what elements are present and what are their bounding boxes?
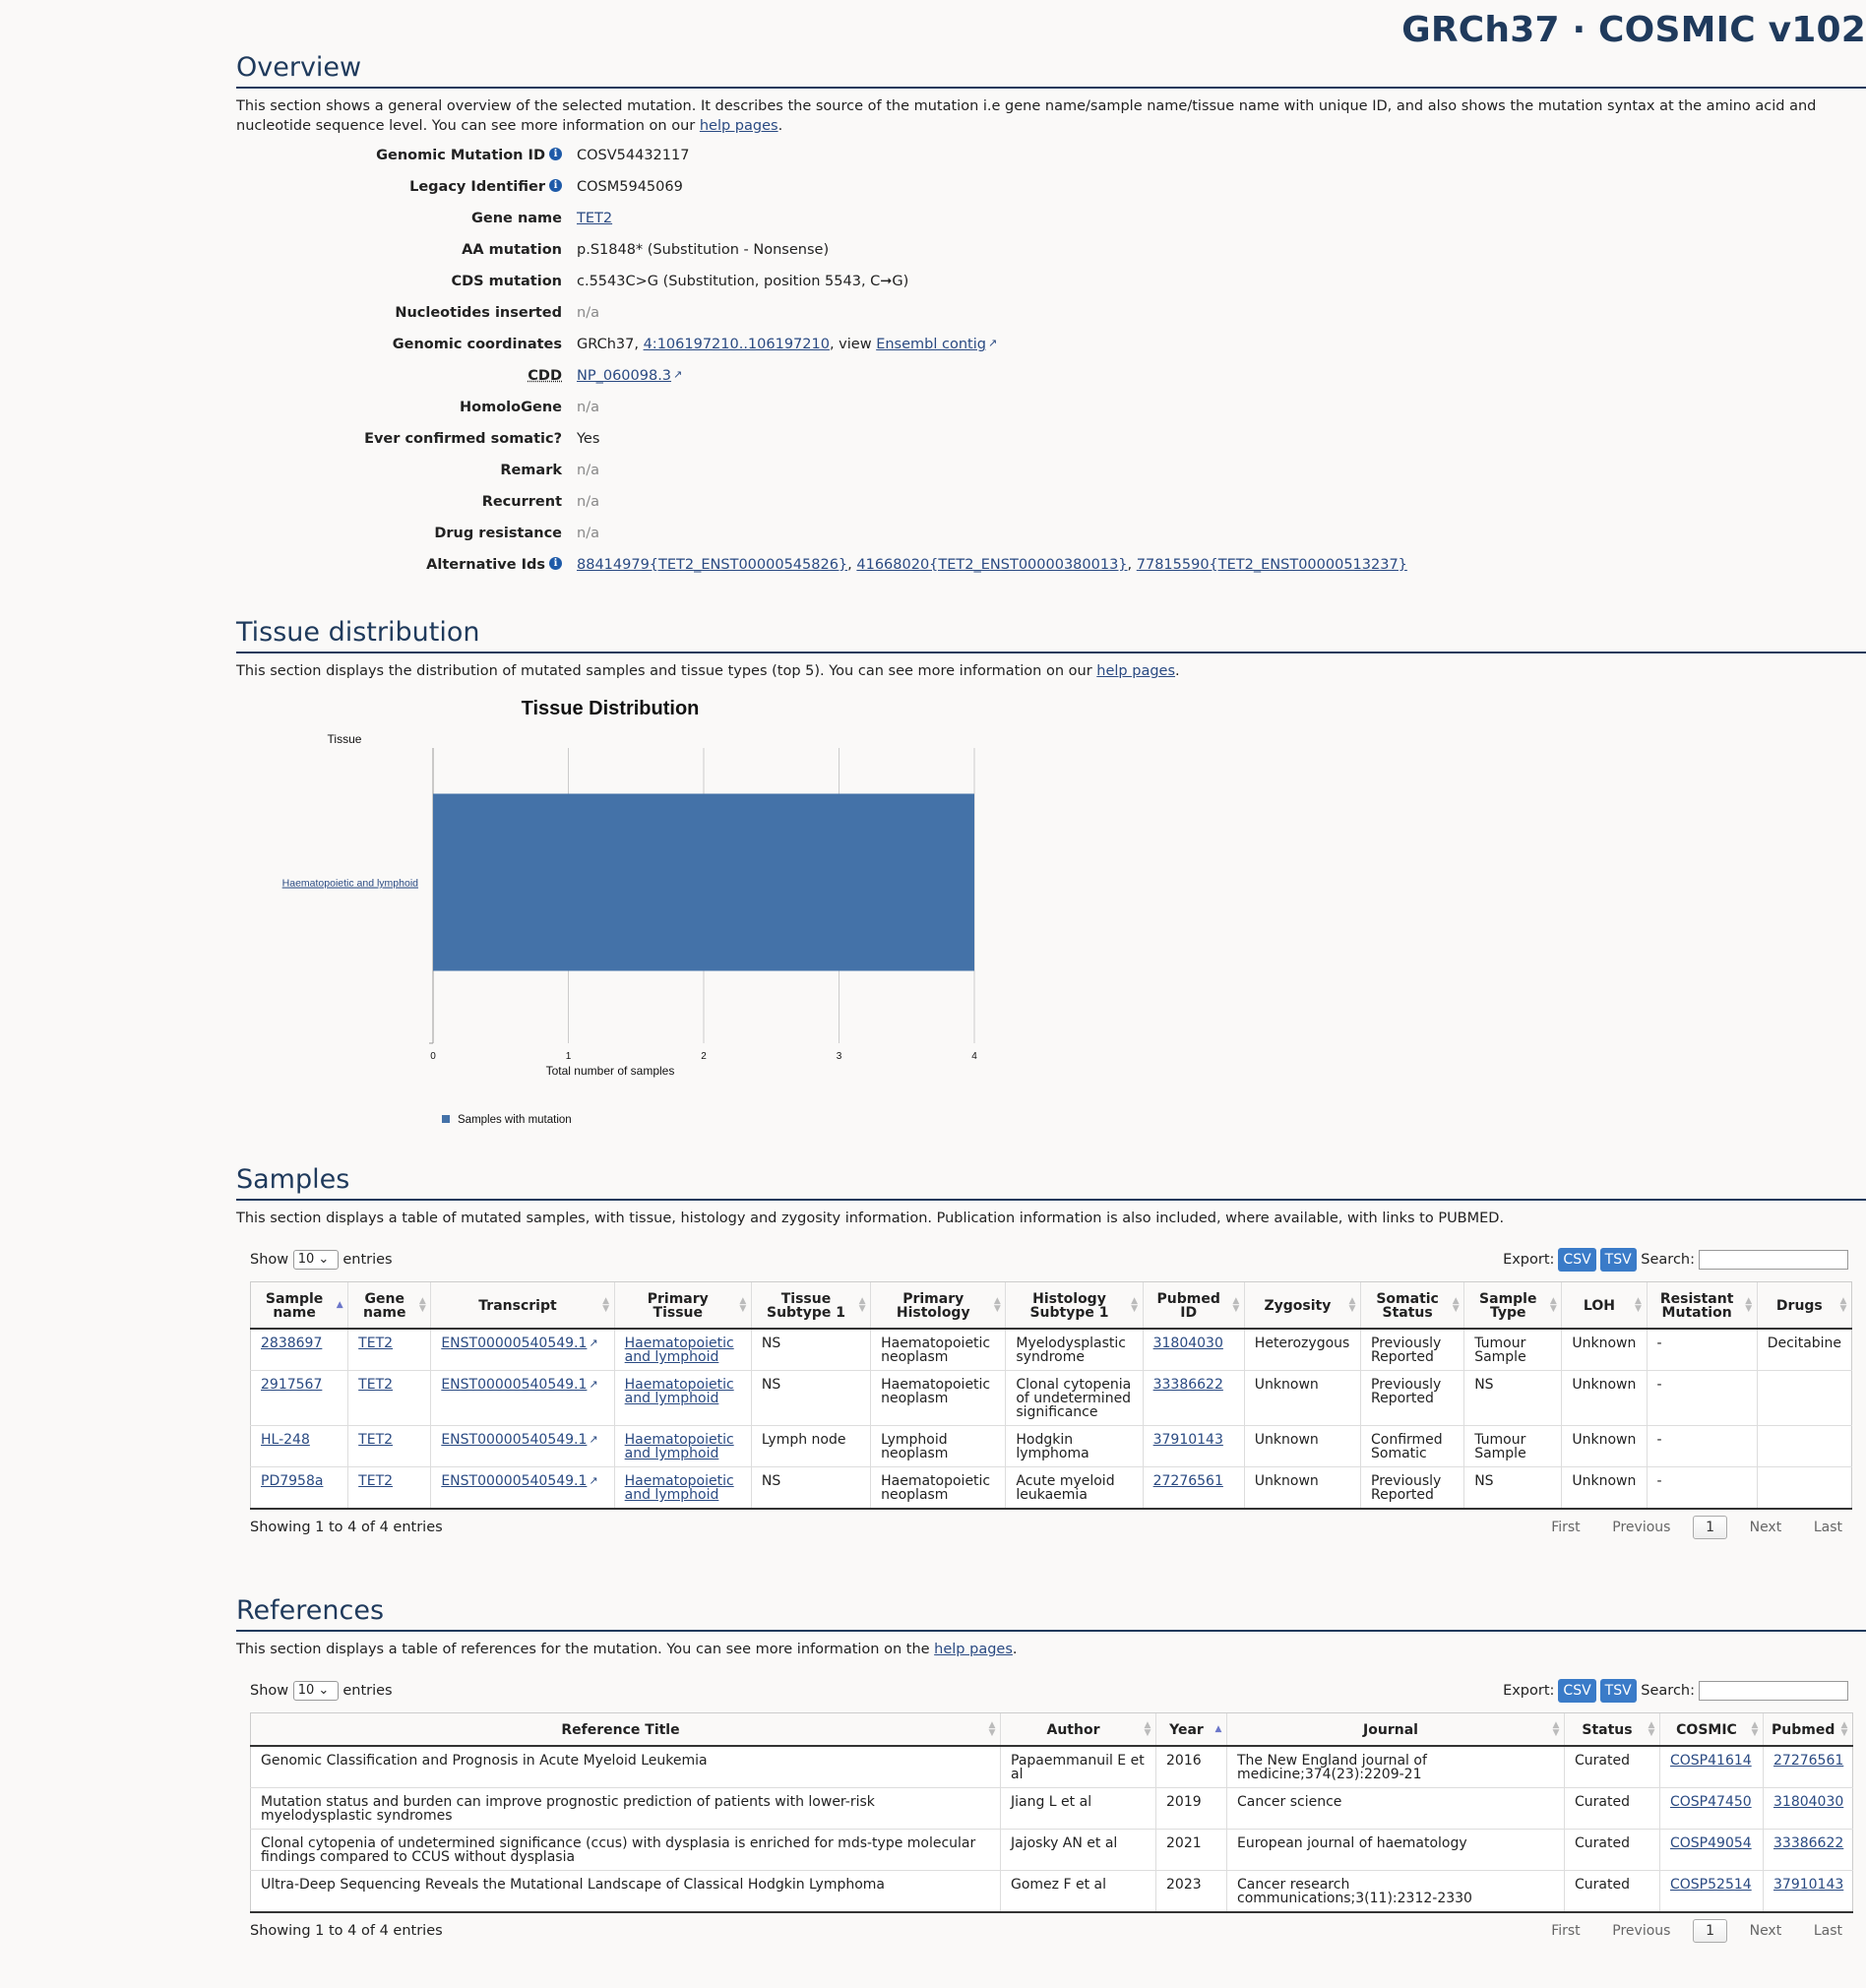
legacy-identifier-value: COSM5945069 — [577, 179, 683, 195]
pubmed-id-link[interactable]: 31804030 — [1152, 1336, 1223, 1351]
table-cell-zygosity: Unknown — [1244, 1426, 1360, 1467]
table-cell-primary-tissue — [614, 1467, 751, 1510]
page-1-button[interactable]: 1 — [1693, 1516, 1727, 1539]
help-pages-link[interactable]: help pages — [934, 1642, 1013, 1657]
table-cell-journal: Cancer science — [1227, 1788, 1565, 1830]
table-cell-cosmic — [1660, 1871, 1764, 1913]
recurrent-value: n/a — [577, 494, 599, 510]
column-header-loh[interactable]: LOH ▲ ▼ — [1562, 1282, 1647, 1330]
sort-ascending-icon: ▲ — [336, 1300, 343, 1310]
table-cell-reference-title: Clonal cytopenia of undetermined significance (ccus) with dysplasia is enriched for mds-type molecular findings compared to CCUS without dysplasia — [251, 1830, 1001, 1871]
table-cell-loh: Unknown — [1562, 1426, 1647, 1467]
next-page-button[interactable]: Next — [1749, 1520, 1782, 1535]
tissue-distribution-description: This section displays the distribution of mutated samples and tissue types (top 5). You can see more information on our help pages. — [236, 663, 1180, 679]
pubmed-id-link[interactable]: 33386622 — [1152, 1377, 1223, 1393]
last-page-button[interactable]: Last — [1813, 1923, 1842, 1939]
column-header-transcript[interactable]: Transcript ▲ ▼ — [431, 1282, 614, 1330]
primary-tissue-link[interactable]: Haematopoietic and lymphoid — [624, 1473, 734, 1503]
table-cell-transcript — [431, 1426, 614, 1467]
cosmic-link[interactable]: COSP49054 — [1670, 1835, 1752, 1851]
y-axis-label: Tissue — [327, 732, 362, 746]
table-cell-sample-type: Tumour Sample — [1464, 1329, 1562, 1371]
x-tick-label: 1 — [565, 1051, 572, 1062]
gene-name-link[interactable]: TET2 — [577, 211, 613, 226]
table-cell-zygosity: Unknown — [1244, 1467, 1360, 1510]
aa-mutation-value: p.S1848* (Substitution - Nonsense) — [577, 242, 830, 258]
table-cell-status: Curated — [1565, 1746, 1660, 1788]
sort-icon: ▲ ▼ — [993, 1296, 1001, 1314]
references-pagination — [1533, 1919, 1852, 1943]
table-cell-resistant-mutation: - — [1647, 1371, 1757, 1426]
table-cell-gene-name — [348, 1329, 431, 1371]
table-cell-journal: European journal of haematology — [1227, 1830, 1565, 1871]
legend-swatch — [442, 1115, 450, 1123]
transcript-link[interactable]: ENST00000540549.1 — [441, 1336, 588, 1351]
overview-heading: Overview — [236, 51, 1866, 89]
table-cell-journal: The New England journal of medicine;374(23):2209-21 — [1227, 1746, 1565, 1788]
sort-icon: ▲ ▼ — [1348, 1296, 1356, 1314]
x-tick-label: 3 — [836, 1051, 842, 1062]
drug-resistance-value: n/a — [577, 526, 599, 541]
gene-name-link[interactable]: TET2 — [358, 1377, 394, 1393]
table-cell-drugs: Decitabine — [1757, 1329, 1851, 1371]
table-cell-pubmed — [1764, 1788, 1853, 1830]
sort-icon: ▲ ▼ — [418, 1296, 426, 1314]
sort-icon: ▲ ▼ — [988, 1720, 996, 1738]
table-cell-tissue-subtype-1: Lymph node — [751, 1426, 870, 1467]
help-pages-link[interactable]: help pages — [1096, 663, 1176, 679]
x-axis-label: Total number of samples — [545, 1064, 675, 1078]
gene-name-link[interactable]: TET2 — [358, 1336, 394, 1351]
entries-select[interactable]: 10 ⌄ — [293, 1681, 339, 1701]
export-csv-button[interactable]: CSV — [1558, 1248, 1595, 1272]
tissue-distribution-section — [236, 616, 1866, 681]
table-cell-author: Jajosky AN et al — [1001, 1830, 1156, 1871]
chart-title: Tissue Distribution — [521, 698, 700, 719]
column-header-primary-tissue[interactable]: Primary Tissue ▲ ▼ — [614, 1282, 751, 1330]
column-header-sample-name[interactable]: Sample name ▲ — [251, 1282, 348, 1330]
table-cell-primary-histology: Lymphoid neoplasm — [871, 1426, 1006, 1467]
table-cell-tissue-subtype-1: NS — [751, 1371, 870, 1426]
table-cell-histology-subtype-1: Hodgkin lymphoma — [1006, 1426, 1143, 1467]
first-page-button[interactable]: First — [1551, 1520, 1581, 1535]
alternative-id-link[interactable]: 41668020{TET2_ENST00000380013} — [856, 557, 1128, 573]
ensembl-contig-link[interactable]: Ensembl contig — [876, 337, 986, 352]
cosmic-link[interactable]: COSP52514 — [1670, 1877, 1752, 1893]
samples-description: This section displays a table of mutated samples, with tissue, histology and zygosity information. Publication information is also included, where available, with links to PUBMED. — [236, 1211, 1505, 1226]
samples-search-input[interactable] — [1699, 1250, 1848, 1270]
table-cell-cosmic — [1660, 1788, 1764, 1830]
table-cell-sample-name — [251, 1329, 348, 1371]
sample-name-link[interactable]: PD7958a — [261, 1473, 324, 1489]
gene-name-link[interactable]: TET2 — [358, 1432, 394, 1448]
remark-row: Remark n/a — [500, 463, 599, 478]
table-cell-somatic-status: Previously Reported — [1361, 1329, 1464, 1371]
aa-mutation-row: AA mutation p.S1848* (Substitution - Nonsense) — [462, 242, 830, 258]
x-tick-label: 2 — [701, 1051, 707, 1062]
references-table — [250, 1712, 1853, 1913]
table-row — [251, 1788, 1853, 1830]
info-icon[interactable]: i — [549, 557, 562, 570]
ever-confirmed-somatic-value: Yes — [577, 431, 600, 447]
table-cell-drugs — [1757, 1426, 1851, 1467]
table-cell-zygosity: Unknown — [1244, 1371, 1360, 1426]
table-cell-gene-name — [348, 1426, 431, 1467]
table-cell-gene-name — [348, 1467, 431, 1510]
table-cell-sample-name — [251, 1371, 348, 1426]
sort-icon: ▲ ▼ — [1232, 1296, 1240, 1314]
table-cell-reference-title: Mutation status and burden can improve prognostic prediction of patients with lower-risk myelodysplastic syndromes — [251, 1788, 1001, 1830]
table-cell-transcript — [431, 1329, 614, 1371]
column-header-sample-type[interactable]: Sample Type ▲ ▼ — [1464, 1282, 1562, 1330]
pubmed-link[interactable]: 37910143 — [1773, 1877, 1844, 1893]
table-row — [251, 1329, 1852, 1371]
cosmic-link[interactable]: COSP47450 — [1670, 1794, 1752, 1810]
last-page-button[interactable]: Last — [1813, 1520, 1842, 1535]
table-cell-primary-tissue — [614, 1371, 751, 1426]
table-cell-pubmed — [1764, 1746, 1853, 1788]
pubmed-link[interactable]: 33386622 — [1773, 1835, 1844, 1851]
table-cell-status: Curated — [1565, 1830, 1660, 1871]
samples-pagination — [1533, 1516, 1852, 1539]
table-cell-primary-histology: Haematopoietic neoplasm — [871, 1371, 1006, 1426]
sort-icon: ▲ ▼ — [1552, 1720, 1560, 1738]
sort-icon: ▲ ▼ — [1745, 1296, 1753, 1314]
transcript-link[interactable]: ENST00000540549.1 — [441, 1432, 588, 1448]
external-link-icon: ↗ — [987, 337, 998, 349]
table-cell-reference-title: Genomic Classification and Prognosis in Acute Myeloid Leukemia — [251, 1746, 1001, 1788]
column-header-reference-title[interactable]: Reference Title ▲ ▼ — [251, 1713, 1001, 1747]
bar-haematopoietic-and-lymphoid — [433, 794, 974, 971]
table-cell-histology-subtype-1: Myelodysplastic syndrome — [1006, 1329, 1143, 1371]
export-tsv-button[interactable]: TSV — [1600, 1248, 1637, 1272]
genomic-mutation-id-value: COSV54432117 — [577, 148, 690, 163]
info-icon[interactable]: i — [549, 148, 562, 160]
primary-tissue-link[interactable]: Haematopoietic and lymphoid — [624, 1432, 734, 1461]
previous-page-button[interactable]: Previous — [1612, 1520, 1671, 1535]
column-header-zygosity[interactable]: Zygosity ▲ ▼ — [1244, 1282, 1360, 1330]
table-cell-pubmed — [1764, 1871, 1853, 1913]
alternative-ids-row: Alternative Ids i 88414979{TET2_ENST00000545826}, 41668020{TET2_ENST00000380013}, 77815590{TET2_ENST00000513237} — [426, 557, 1407, 573]
external-link-icon: ↗ — [589, 1433, 598, 1446]
table-cell-loh: Unknown — [1562, 1371, 1647, 1426]
sort-icon: ▲ ▼ — [1751, 1720, 1759, 1738]
table-cell-loh: Unknown — [1562, 1467, 1647, 1510]
column-header-primary-histology[interactable]: Primary Histology ▲ ▼ — [871, 1282, 1006, 1330]
first-page-button[interactable]: First — [1551, 1923, 1581, 1939]
table-cell-year: 2021 — [1156, 1830, 1227, 1871]
sort-icon: ▲ ▼ — [1131, 1296, 1139, 1314]
references-table-controls: Show 10 ⌄ entries Export: CSV TSV Search: — [236, 1673, 1866, 1712]
references-table-info: Showing 1 to 4 of 4 entries — [250, 1923, 443, 1939]
table-row — [251, 1426, 1852, 1467]
table-row — [251, 1371, 1852, 1426]
sort-icon: ▲ ▼ — [1840, 1720, 1848, 1738]
samples-table-footer — [236, 1510, 1866, 1549]
sample-name-link[interactable]: HL-248 — [261, 1432, 310, 1448]
table-cell-resistant-mutation: - — [1647, 1329, 1757, 1371]
sample-name-link[interactable]: 2917567 — [261, 1377, 323, 1393]
table-cell-cosmic — [1660, 1746, 1764, 1788]
sort-icon: ▲ ▼ — [1144, 1720, 1151, 1738]
table-cell-year: 2019 — [1156, 1788, 1227, 1830]
next-page-button[interactable]: Next — [1749, 1923, 1782, 1939]
table-cell-primary-histology: Haematopoietic neoplasm — [871, 1467, 1006, 1510]
tissue-distribution-heading: Tissue distribution — [236, 616, 1866, 653]
table-cell-author: Papaemmanuil E et al — [1001, 1746, 1156, 1788]
sort-icon: ▲ ▼ — [739, 1296, 747, 1314]
table-cell-reference-title: Ultra-Deep Sequencing Reveals the Mutational Landscape of Classical Hodgkin Lymphoma — [251, 1871, 1001, 1913]
column-header-gene-name[interactable]: Gene name ▲ ▼ — [348, 1282, 431, 1330]
cdd-link[interactable]: NP_060098.3 — [577, 368, 672, 384]
entries-select[interactable]: 10 ⌄ — [293, 1250, 339, 1270]
table-cell-cosmic — [1660, 1830, 1764, 1871]
table-cell-pubmed-id — [1143, 1426, 1244, 1467]
column-header-resistant-mutation[interactable]: Resistant Mutation ▲ ▼ — [1647, 1282, 1757, 1330]
export-tsv-button[interactable]: TSV — [1600, 1679, 1637, 1703]
table-cell-drugs — [1757, 1467, 1851, 1510]
nucleotides-inserted-row: Nucleotides inserted n/a — [395, 305, 599, 321]
sort-icon: ▲ ▼ — [1839, 1296, 1847, 1314]
sort-icon: ▲ ▼ — [1648, 1720, 1655, 1738]
table-cell-status: Curated — [1565, 1788, 1660, 1830]
sort-icon: ▲ ▼ — [858, 1296, 866, 1314]
table-cell-status: Curated — [1565, 1871, 1660, 1913]
table-cell-sample-name — [251, 1426, 348, 1467]
gene-name-link[interactable]: TET2 — [358, 1473, 394, 1489]
column-header-drugs[interactable]: Drugs ▲ ▼ — [1757, 1282, 1851, 1330]
column-header-pubmed[interactable]: Pubmed ▲ ▼ — [1764, 1713, 1853, 1747]
genomic-coordinates-row: Genomic coordinates GRCh37, 4:106197210..106197210, view Ensembl contig ↗ — [392, 337, 998, 352]
table-cell-drugs — [1757, 1371, 1851, 1426]
sort-icon: ▲ ▼ — [1549, 1296, 1557, 1314]
column-header-author[interactable]: Author ▲ ▼ — [1001, 1713, 1156, 1747]
sample-name-link[interactable]: 2838697 — [261, 1336, 323, 1351]
info-icon[interactable]: i — [549, 179, 562, 192]
column-header-somatic-status[interactable]: Somatic Status ▲ ▼ — [1361, 1282, 1464, 1330]
table-cell-author: Gomez F et al — [1001, 1871, 1156, 1913]
primary-tissue-link[interactable]: Haematopoietic and lymphoid — [624, 1377, 734, 1406]
table-row — [251, 1830, 1853, 1871]
table-cell-primary-tissue — [614, 1426, 751, 1467]
samples-heading: Samples — [236, 1163, 1866, 1201]
table-cell-year: 2023 — [1156, 1871, 1227, 1913]
column-header-status[interactable]: Status ▲ ▼ — [1565, 1713, 1660, 1747]
column-header-year[interactable]: Year ▲ — [1156, 1713, 1227, 1747]
y-tick-label-link[interactable]: Haematopoietic and lymphoid — [281, 877, 418, 890]
cds-mutation-row: CDS mutation c.5543C>G (Substitution, position 5543, C➞G) — [451, 274, 909, 289]
references-description: This section displays a table of references for the mutation. You can see more information on the help pages. — [236, 1642, 1018, 1657]
external-link-icon: ↗ — [673, 368, 683, 381]
alternative-id-link[interactable]: 88414979{TET2_ENST00000545826} — [577, 557, 848, 573]
table-row — [251, 1746, 1853, 1788]
sort-icon: ▲ ▼ — [1635, 1296, 1642, 1314]
column-header-pubmed-id[interactable]: Pubmed ID ▲ ▼ — [1143, 1282, 1244, 1330]
legend-label: Samples with mutation — [458, 1114, 572, 1126]
table-cell-loh: Unknown — [1562, 1329, 1647, 1371]
table-cell-primary-histology: Haematopoietic neoplasm — [871, 1329, 1006, 1371]
remark-value: n/a — [577, 463, 599, 478]
external-link-icon: ↗ — [589, 1378, 598, 1391]
table-cell-histology-subtype-1: Acute myeloid leukaemia — [1006, 1467, 1143, 1510]
table-cell-pubmed — [1764, 1830, 1853, 1871]
table-cell-somatic-status: Previously Reported — [1361, 1467, 1464, 1510]
references-search-input[interactable] — [1699, 1681, 1848, 1701]
table-cell-zygosity: Heterozygous — [1244, 1329, 1360, 1371]
table-cell-tissue-subtype-1: NS — [751, 1467, 870, 1510]
references-table-footer — [236, 1913, 1866, 1953]
x-tick-label: 0 — [430, 1051, 436, 1062]
samples-table — [250, 1281, 1852, 1510]
overview-section — [236, 51, 1866, 583]
table-cell-transcript — [431, 1371, 614, 1426]
genomic-mutation-id-row: Genomic Mutation ID i COSV54432117 — [376, 148, 690, 163]
chevron-down-icon: ⌄ — [318, 1252, 330, 1267]
recurrent-row: Recurrent n/a — [481, 494, 599, 510]
cds-mutation-value: c.5543C>G (Substitution, position 5543, C➞G) — [577, 274, 909, 289]
table-cell-histology-subtype-1: Clonal cytopenia of undetermined significance — [1006, 1371, 1143, 1426]
external-link-icon: ↗ — [589, 1474, 598, 1487]
cosmic-link[interactable]: COSP41614 — [1670, 1753, 1752, 1769]
column-header-tissue-subtype-1[interactable]: Tissue Subtype 1 ▲ ▼ — [751, 1282, 870, 1330]
export-csv-button[interactable]: CSV — [1558, 1679, 1595, 1703]
page-1-button[interactable]: 1 — [1693, 1919, 1727, 1943]
table-row — [251, 1871, 1853, 1913]
chevron-down-icon: ⌄ — [318, 1683, 330, 1698]
alternative-id-link[interactable]: 77815590{TET2_ENST00000513237} — [1136, 557, 1407, 573]
ever-confirmed-somatic-row: Ever confirmed somatic? Yes — [364, 431, 600, 447]
transcript-link[interactable]: ENST00000540549.1 — [441, 1377, 588, 1393]
drug-resistance-row: Drug resistance n/a — [434, 526, 599, 541]
samples-table-controls: Show 10 ⌄ entries Export: CSV TSV Search: — [236, 1242, 1866, 1281]
homologene-value: n/a — [577, 400, 599, 415]
references-section — [236, 1594, 1866, 1953]
transcript-link[interactable]: ENST00000540549.1 — [441, 1473, 588, 1489]
table-row — [251, 1467, 1852, 1510]
column-header-cosmic[interactable]: COSMIC ▲ ▼ — [1660, 1713, 1764, 1747]
homologene-row: HomoloGene n/a — [460, 400, 599, 415]
table-cell-sample-type: Tumour Sample — [1464, 1426, 1562, 1467]
legacy-identifier-row: Legacy Identifier i COSM5945069 — [409, 179, 683, 195]
table-cell-sample-type: NS — [1464, 1467, 1562, 1510]
table-cell-tissue-subtype-1: NS — [751, 1329, 870, 1371]
sort-ascending-icon: ▲ — [1214, 1724, 1222, 1734]
external-link-icon: ↗ — [589, 1336, 598, 1349]
help-pages-link[interactable]: help pages — [699, 118, 778, 134]
tissue-distribution-chart — [236, 679, 1024, 1142]
cdd-row: CDD NP_060098.3 ↗ — [528, 368, 683, 384]
gene-name-row: Gene name TET2 — [471, 211, 613, 226]
table-cell-year: 2016 — [1156, 1746, 1227, 1788]
version-title: GRCh37 · COSMIC v102 — [1401, 10, 1866, 50]
table-cell-pubmed-id — [1143, 1329, 1244, 1371]
table-cell-pubmed-id — [1143, 1371, 1244, 1426]
table-cell-author: Jiang L et al — [1001, 1788, 1156, 1830]
table-cell-resistant-mutation: - — [1647, 1467, 1757, 1510]
table-cell-resistant-mutation: - — [1647, 1426, 1757, 1467]
column-header-journal[interactable]: Journal ▲ ▼ — [1227, 1713, 1565, 1747]
coordinates-link[interactable]: 4:106197210..106197210 — [643, 337, 830, 352]
pubmed-link[interactable]: 27276561 — [1773, 1753, 1844, 1769]
table-cell-transcript — [431, 1467, 614, 1510]
pubmed-id-link[interactable]: 37910143 — [1152, 1432, 1223, 1448]
references-heading: References — [236, 1594, 1866, 1632]
table-cell-journal: Cancer research communications;3(11):2312-2330 — [1227, 1871, 1565, 1913]
table-cell-somatic-status: Confirmed Somatic — [1361, 1426, 1464, 1467]
primary-tissue-link[interactable]: Haematopoietic and lymphoid — [624, 1336, 734, 1365]
nucleotides-inserted-value: n/a — [577, 305, 599, 321]
sort-icon: ▲ ▼ — [1452, 1296, 1460, 1314]
table-cell-sample-type: NS — [1464, 1371, 1562, 1426]
table-cell-sample-name — [251, 1467, 348, 1510]
previous-page-button[interactable]: Previous — [1612, 1923, 1671, 1939]
table-cell-gene-name — [348, 1371, 431, 1426]
samples-section — [236, 1163, 1866, 1549]
table-cell-primary-tissue — [614, 1329, 751, 1371]
table-cell-pubmed-id — [1143, 1467, 1244, 1510]
overview-description: This section shows a general overview of the selected mutation. It describes the source of the mutation i.e gene name/sample name/tissue name with unique ID, and also shows the mutation syntax at the amino acid and nucleotide sequence level. You can see more information on our help pages. — [236, 98, 1817, 134]
samples-table-info: Showing 1 to 4 of 4 entries — [250, 1520, 443, 1535]
pubmed-id-link[interactable]: 27276561 — [1152, 1473, 1223, 1489]
x-tick-label: 4 — [971, 1051, 977, 1062]
pubmed-link[interactable]: 31804030 — [1773, 1794, 1844, 1810]
sort-icon: ▲ ▼ — [602, 1296, 610, 1314]
column-header-histology-subtype-1[interactable]: Histology Subtype 1 ▲ ▼ — [1006, 1282, 1143, 1330]
table-cell-somatic-status: Previously Reported — [1361, 1371, 1464, 1426]
